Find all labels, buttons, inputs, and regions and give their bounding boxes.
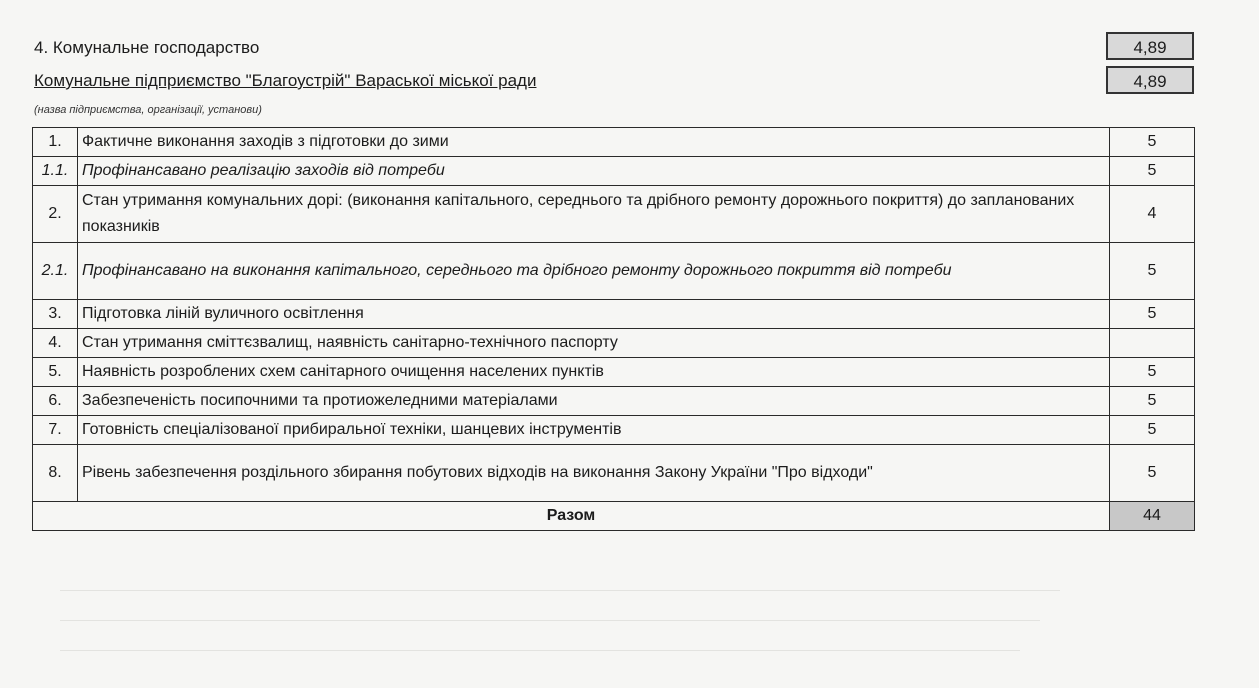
row-text: Наявність розроблених схем санітарного очищення населених пунктів (78, 358, 1110, 387)
row-value: 5 (1110, 128, 1195, 157)
row-text: Забезпеченість посипочними та протиожеледними матеріалами (78, 387, 1110, 416)
organization-name: Комунальне підприємство "Благоустрій" Вараської міської ради (34, 71, 537, 90)
table-row (33, 416, 1195, 445)
row-text: Готовність спеціалізованої прибиральної техніки, шанцевих інструментів (78, 416, 1110, 445)
table-row (33, 186, 1195, 243)
table-row (33, 387, 1195, 416)
row-text: Профінансавано на виконання капітального, середнього та дрібного ремонту дорожнього покриття від потреби (78, 243, 1110, 300)
row-value: 5 (1110, 157, 1195, 186)
row-value: 4 (1110, 186, 1195, 243)
row-number: 8. (33, 445, 78, 502)
total-row (33, 502, 1195, 531)
row-number: 2.1. (33, 243, 78, 300)
row-value: 5 (1110, 300, 1195, 329)
criteria-table (32, 127, 1195, 531)
section-title: 4. Комунальне господарство (34, 38, 260, 57)
table-row (33, 128, 1195, 157)
table-row (33, 300, 1195, 329)
row-number: 1. (33, 128, 78, 157)
row-number: 4. (33, 329, 78, 358)
row-text: Рівень забезпечення роздільного збирання побутових відходів на виконання Закону України "Про відходи" (78, 445, 1110, 502)
row-value: 5 (1110, 358, 1195, 387)
row-value: 5 (1110, 445, 1195, 502)
row-number: 6. (33, 387, 78, 416)
row-text: Стан утримання сміттєзвалищ, наявність санітарно-технічного паспорту (78, 329, 1110, 358)
table-row (33, 329, 1195, 358)
organization-caption: (назва підприємства, організації, установи) (34, 104, 262, 116)
total-value: 44 (1110, 502, 1195, 531)
row-text: Стан утримання комунальних дорі: (виконання капітального, середнього та дрібного ремонту дорожнього покриття) до запланованих показників (78, 186, 1110, 243)
row-value: 5 (1110, 416, 1195, 445)
row-text: Фактичне виконання заходів з підготовки до зими (78, 128, 1110, 157)
organization-score: 4,89 (1106, 66, 1194, 94)
row-value: 5 (1110, 387, 1195, 416)
row-number: 5. (33, 358, 78, 387)
row-number: 1.1. (33, 157, 78, 186)
row-value: 5 (1110, 243, 1195, 300)
table-row (33, 157, 1195, 186)
table-row (33, 445, 1195, 502)
table-row (33, 358, 1195, 387)
table-row (33, 243, 1195, 300)
row-number: 2. (33, 186, 78, 243)
row-number: 3. (33, 300, 78, 329)
row-number: 7. (33, 416, 78, 445)
total-label: Разом (33, 502, 1110, 531)
row-text: Підготовка ліній вуличного освітлення (78, 300, 1110, 329)
row-value (1110, 329, 1195, 358)
row-text: Профінансавано реалізацію заходів від потреби (78, 157, 1110, 186)
section-score: 4,89 (1106, 32, 1194, 60)
